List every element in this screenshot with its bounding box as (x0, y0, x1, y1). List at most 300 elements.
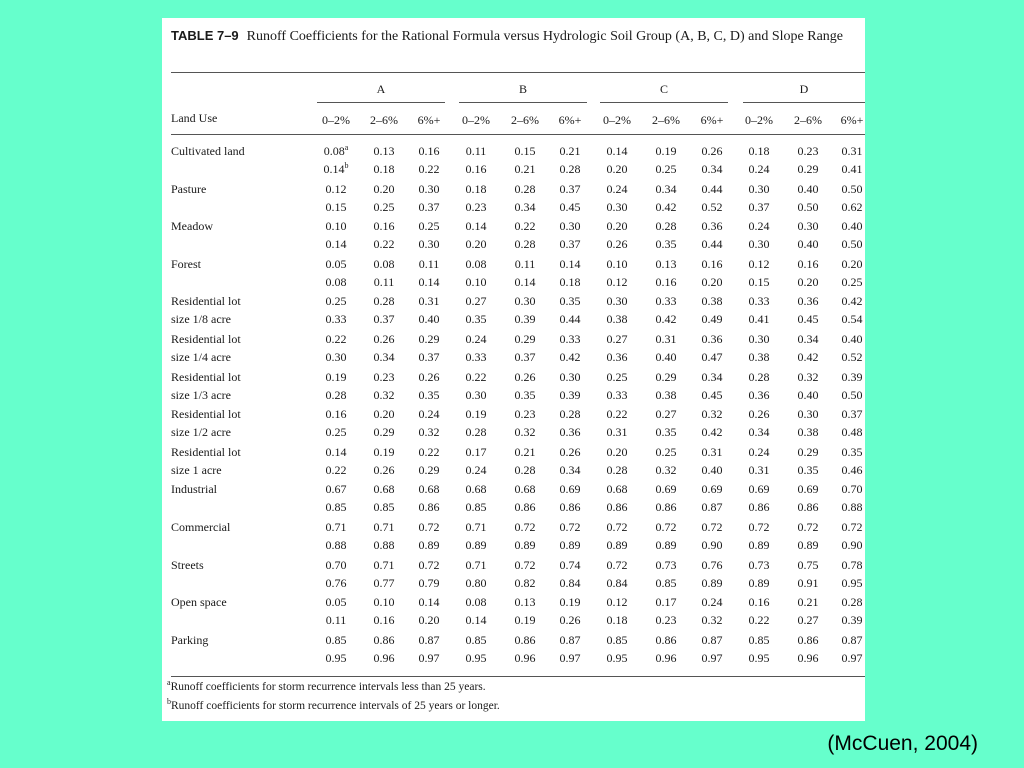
coefficient-cell (550, 217, 590, 235)
coefficient-value: 0.68 (418, 482, 440, 497)
coefficient-cell (456, 386, 496, 404)
coefficient-value: 0.69 (748, 482, 770, 497)
coefficient-value: 0.31 (841, 144, 863, 158)
coefficient-cell (597, 368, 637, 386)
coefficient-value: 0.35 (655, 425, 677, 440)
coefficient-value: 0.19 (514, 613, 536, 628)
coefficient-value: 0.50 (797, 199, 819, 214)
coefficient-cell (409, 310, 449, 328)
coefficient-cell (692, 480, 732, 498)
coefficient-cell (316, 330, 356, 348)
coefficient-cell (409, 631, 449, 649)
coefficient-cell (646, 235, 686, 253)
coefficient-value: 0.28 (514, 462, 536, 477)
coefficient-value: 0.36 (797, 294, 819, 309)
slope-header: 6%+ (417, 113, 441, 127)
coefficient-value: 0.79 (418, 575, 440, 590)
coefficient-value: 0.25 (418, 219, 440, 234)
coefficient-cell (550, 386, 590, 404)
coefficient-cell (505, 330, 545, 348)
coefficient-cell (788, 480, 828, 498)
coefficient-cell (597, 536, 637, 554)
coefficient-cell (409, 480, 449, 498)
coefficient-cell (646, 348, 686, 366)
coefficient-cell (316, 498, 356, 516)
coefficient-cell (550, 556, 590, 574)
coefficient-value: 0.86 (797, 500, 819, 515)
coefficient-cell (692, 574, 732, 592)
coefficient-cell (692, 498, 732, 516)
coefficient-cell (505, 160, 545, 178)
coefficient-cell (505, 536, 545, 554)
coefficient-cell (409, 255, 449, 273)
land-use-label: Industrial (171, 482, 217, 497)
coefficient-cell (788, 142, 828, 160)
coefficient-cell (364, 273, 404, 291)
coefficient-cell (597, 160, 637, 178)
coefficient-value: 0.13 (373, 144, 395, 158)
coefficient-value: 0.35 (559, 294, 581, 309)
coefficient-value: 0.70 (841, 482, 863, 497)
coefficient-value: 0.72 (701, 520, 723, 534)
coefficient-cell (692, 649, 732, 667)
coefficient-value: 0.72 (841, 520, 863, 534)
coefficient-value: 0.89 (418, 538, 440, 552)
coefficient-value: 0.72 (606, 557, 628, 572)
coefficient-cell (832, 292, 872, 310)
coefficient-value: 0.42 (841, 294, 863, 309)
coefficient-cell (646, 518, 686, 536)
coefficient-value: 0.33 (559, 332, 581, 346)
coefficient-value: 0.28 (559, 162, 581, 176)
coefficient-value: 0.21 (797, 595, 819, 610)
coefficient-cell (505, 443, 545, 461)
coefficient-value: 0.41 (841, 162, 863, 176)
coefficient-value: 0.39 (559, 387, 581, 402)
coefficient-value: 0.67 (325, 482, 347, 497)
coefficient-cell (409, 405, 449, 423)
coefficient-value: 0.76 (325, 575, 347, 590)
coefficient-cell (409, 443, 449, 461)
coefficient-value: 0.85 (465, 500, 487, 515)
coefficient-value: 0.86 (655, 632, 677, 647)
coefficient-value: 0.90 (841, 538, 863, 552)
coefficient-cell (409, 574, 449, 592)
coefficient-cell (739, 536, 779, 554)
coefficient-value: 0.28 (748, 369, 770, 384)
coefficient-cell (364, 198, 404, 216)
coefficient-value: 0.30 (606, 294, 628, 309)
coefficient-value: 0.42 (655, 312, 677, 327)
coefficient-cell (646, 180, 686, 198)
coefficient-value: 0.37 (418, 350, 440, 364)
coefficient-value: 0.88 (373, 538, 395, 552)
land-use-label: Meadow (171, 219, 213, 234)
coefficient-cell (832, 310, 872, 328)
coefficient-cell (364, 611, 404, 629)
coefficient-value: 0.45 (559, 199, 581, 214)
coefficient-value: 0.62 (841, 199, 863, 214)
coefficient-cell (832, 368, 872, 386)
coefficient-cell (550, 536, 590, 554)
coefficient-value: 0.86 (418, 500, 440, 515)
coefficient-cell (646, 142, 686, 160)
coefficient-value: 0.25 (655, 162, 677, 176)
coefficient-value: 0.30 (514, 294, 536, 309)
coefficient-value: 0.96 (797, 650, 819, 665)
land-use-label: size 1/2 acre (171, 425, 231, 440)
coefficient-cell (550, 480, 590, 498)
coefficient-cell (364, 348, 404, 366)
coefficient-cell (597, 273, 637, 291)
coefficient-cell (364, 310, 404, 328)
coefficient-cell (456, 368, 496, 386)
coefficient-value: 0.34 (514, 199, 536, 214)
coefficient-cell (692, 631, 732, 649)
coefficient-cell (550, 593, 590, 611)
coefficient-cell (505, 518, 545, 536)
coefficient-cell (739, 593, 779, 611)
coefficient-cell (456, 180, 496, 198)
coefficient-value: 0.10 (373, 595, 395, 610)
coefficient-value: 0.31 (655, 332, 677, 346)
coefficient-cell (550, 611, 590, 629)
soil-group-header: C (659, 82, 668, 96)
coefficient-cell (597, 330, 637, 348)
coefficient-value: 0.90 (701, 538, 723, 552)
coefficient-value: 0.37 (418, 199, 440, 214)
coefficient-value: 0.84 (606, 575, 628, 590)
coefficient-value: 0.47 (701, 350, 723, 364)
coefficient-value: 0.13 (514, 595, 536, 610)
coefficient-cell (409, 461, 449, 479)
coefficient-cell (364, 593, 404, 611)
coefficient-cell (832, 386, 872, 404)
coefficient-value: 0.85 (325, 632, 347, 647)
coefficient-value: 0.29 (514, 332, 536, 346)
coefficient-cell (316, 273, 356, 291)
coefficient-cell (505, 310, 545, 328)
coefficient-cell (316, 423, 356, 441)
land-use-label: Commercial (171, 520, 231, 534)
coefficient-value: 0.72 (655, 520, 677, 534)
coefficient-value: 0.16 (373, 219, 395, 234)
coefficient-value: 0.71 (373, 557, 395, 572)
coefficient-cell (788, 556, 828, 574)
coefficient-value: 0.89 (797, 538, 819, 552)
coefficient-value: 0.37 (559, 237, 581, 252)
coefficient-value: 0.42 (559, 350, 581, 364)
coefficient-cell (456, 480, 496, 498)
coefficient-value: 0.22 (325, 462, 347, 477)
footnote (167, 678, 486, 693)
coefficient-cell (692, 593, 732, 611)
coefficient-cell (505, 198, 545, 216)
coefficient-cell (597, 611, 637, 629)
coefficient-value: 0.91 (797, 575, 819, 590)
coefficient-cell (456, 255, 496, 273)
slope-header: 0–2% (462, 113, 490, 127)
coefficient-value: 0.89 (465, 538, 487, 552)
coefficient-value: 0.30 (559, 219, 581, 234)
coefficient-cell (597, 498, 637, 516)
coefficient-cell (409, 556, 449, 574)
coefficient-cell (550, 160, 590, 178)
coefficient-value: 0.35 (797, 462, 819, 477)
coefficient-cell (456, 518, 496, 536)
coefficient-value: 0.11 (514, 256, 536, 271)
coefficient-value: 0.26 (748, 407, 770, 422)
coefficient-cell (505, 480, 545, 498)
coefficient-value: 0.20 (465, 237, 487, 252)
coefficient-value: 0.31 (418, 294, 440, 309)
coefficient-value: 0.68 (514, 482, 536, 497)
coefficient-cell (646, 330, 686, 348)
land-use-label: Residential lot (171, 369, 241, 384)
coefficient-cell (597, 198, 637, 216)
coefficient-cell (409, 423, 449, 441)
coefficient-value: 0.30 (325, 350, 347, 364)
coefficient-cell (739, 180, 779, 198)
coefficient-cell (832, 198, 872, 216)
coefficient-value: 0.35 (418, 387, 440, 402)
land-use-label: Residential lot (171, 294, 241, 309)
coefficient-cell (409, 292, 449, 310)
coefficient-cell (456, 593, 496, 611)
coefficient-cell (316, 443, 356, 461)
coefficient-value: 0.19 (325, 369, 347, 384)
coefficient-value: 0.24 (748, 162, 770, 176)
coefficient-value: 0.40 (841, 219, 863, 234)
coefficient-cell (364, 292, 404, 310)
coefficient-value: 0.52 (841, 350, 863, 364)
coefficient-cell (597, 423, 637, 441)
coefficient-cell (364, 461, 404, 479)
land-use-label: Open space (171, 595, 227, 610)
coefficient-value: 0.85 (465, 632, 487, 647)
coefficient-cell (646, 649, 686, 667)
coefficient-value: 0.18 (465, 181, 487, 196)
coefficient-cell (832, 556, 872, 574)
bottom-rule (171, 676, 865, 677)
coefficient-value: 0.14 (323, 162, 345, 176)
coefficient-value: 0.32 (701, 613, 723, 628)
coefficient-value: 0.10 (465, 274, 487, 289)
coefficient-cell (550, 498, 590, 516)
coefficient-value: 0.86 (514, 500, 536, 515)
coefficient-value: 0.87 (701, 632, 723, 647)
coefficient-value: 0.35 (465, 312, 487, 327)
coefficient-cell (788, 443, 828, 461)
coefficient-cell (550, 348, 590, 366)
coefficient-value: 0.68 (606, 482, 628, 497)
slope-header: 6%+ (840, 113, 864, 127)
coefficient-value: 0.31 (748, 462, 770, 477)
coefficient-cell (409, 368, 449, 386)
coefficient-cell (646, 198, 686, 216)
coefficient-cell (505, 292, 545, 310)
coefficient-value: 0.24 (465, 332, 487, 346)
coefficient-value: 0.31 (701, 444, 723, 459)
coefficient-cell (692, 461, 732, 479)
coefficient-value: 0.16 (325, 407, 347, 422)
coefficient-cell (788, 405, 828, 423)
coefficient-cell (646, 310, 686, 328)
coefficient-cell (739, 255, 779, 273)
coefficient-value: 0.23 (514, 407, 536, 422)
coefficient-value: 0.86 (748, 500, 770, 515)
coefficient-value: 0.33 (606, 387, 628, 402)
coefficient-cell (832, 518, 872, 536)
coefficient-cell (456, 217, 496, 235)
coefficient-cell (316, 461, 356, 479)
coefficient-cell (832, 480, 872, 498)
coefficient-value: 0.24 (701, 595, 723, 610)
coefficient-value: 0.22 (514, 219, 536, 234)
table-caption: Runoff Coefficients for the Rational Formula versus Hydrologic Soil Group (A, B, C, D) and Slope Range (246, 29, 844, 44)
coefficient-value: 0.26 (606, 237, 628, 252)
coefficient-value: 0.28 (606, 462, 628, 477)
footnote-mark: b (344, 161, 349, 170)
coefficient-value: 0.28 (373, 294, 395, 309)
coefficient-value: 0.25 (606, 369, 628, 384)
coefficient-cell (364, 423, 404, 441)
coefficient-cell (739, 292, 779, 310)
coefficient-cell (456, 198, 496, 216)
coefficient-value: 0.33 (465, 350, 487, 364)
coefficient-cell (316, 611, 356, 629)
coefficient-cell (646, 498, 686, 516)
coefficient-value: 0.87 (418, 632, 440, 647)
coefficient-value: 0.12 (748, 256, 770, 271)
coefficient-value: 0.10 (325, 219, 347, 234)
coefficient-value: 0.96 (655, 650, 677, 665)
coefficient-value: 0.19 (559, 595, 581, 610)
coefficient-cell (692, 198, 732, 216)
coefficient-cell (316, 536, 356, 554)
coefficient-cell (550, 180, 590, 198)
soil-group-rule (317, 102, 445, 103)
coefficient-cell (692, 142, 732, 160)
coefficient-cell (456, 536, 496, 554)
coefficient-value: 0.29 (655, 369, 677, 384)
coefficient-value: 0.14 (559, 256, 581, 271)
coefficient-value: 0.27 (655, 407, 677, 422)
coefficient-value: 0.18 (373, 162, 395, 176)
coefficient-cell (739, 461, 779, 479)
coefficient-value: 0.87 (701, 500, 723, 515)
coefficient-cell (597, 235, 637, 253)
coefficient-cell (550, 443, 590, 461)
coefficient-cell (788, 649, 828, 667)
coefficient-value: 0.30 (797, 407, 819, 422)
coefficient-value: 0.16 (418, 144, 440, 158)
coefficient-cell (505, 217, 545, 235)
coefficient-value: 0.39 (841, 613, 863, 628)
coefficient-cell (739, 480, 779, 498)
coefficient-cell (832, 160, 872, 178)
land-use-label: Residential lot (171, 332, 241, 346)
coefficient-value: 0.23 (655, 613, 677, 628)
coefficient-value: 0.28 (514, 237, 536, 252)
coefficient-value: 0.32 (655, 462, 677, 477)
coefficient-cell (739, 556, 779, 574)
land-use-label: size 1/3 acre (171, 387, 231, 402)
coefficient-value: 0.71 (465, 520, 487, 534)
coefficient-cell (316, 198, 356, 216)
coefficient-cell (646, 255, 686, 273)
coefficient-value: 0.71 (465, 557, 487, 572)
coefficient-cell (646, 217, 686, 235)
coefficient-cell (456, 142, 496, 160)
coefficient-value: 0.34 (748, 425, 770, 440)
coefficient-value: 0.16 (797, 256, 819, 271)
coefficient-cell (597, 649, 637, 667)
footnote-text: Runoff coefficients for storm recurrence intervals less than 25 years. (170, 681, 486, 693)
coefficient-value: 0.36 (701, 332, 723, 346)
coefficient-value: 0.84 (559, 575, 581, 590)
coefficient-cell (739, 348, 779, 366)
slope-header: 6%+ (700, 113, 724, 127)
coefficient-cell (597, 556, 637, 574)
coefficient-value: 0.32 (797, 369, 819, 384)
coefficient-cell (646, 160, 686, 178)
coefficient-value: 0.15 (514, 144, 536, 158)
coefficient-cell (505, 649, 545, 667)
footnote-text: Runoff coefficients for storm recurrence intervals of 25 years or longer. (171, 700, 500, 712)
coefficient-value: 0.26 (559, 613, 581, 628)
coefficient-cell (597, 405, 637, 423)
coefficient-cell (316, 649, 356, 667)
coefficient-value: 0.20 (841, 256, 863, 271)
coefficient-cell (646, 405, 686, 423)
coefficient-value: 0.34 (701, 369, 723, 384)
coefficient-value: 0.18 (606, 613, 628, 628)
coefficient-cell (788, 574, 828, 592)
coefficient-value: 0.45 (797, 312, 819, 327)
coefficient-cell (739, 443, 779, 461)
coefficient-value: 0.40 (655, 350, 677, 364)
coefficient-value: 0.16 (373, 613, 395, 628)
coefficient-value: 0.80 (465, 575, 487, 590)
coefficient-cell (832, 423, 872, 441)
coefficient-cell (316, 574, 356, 592)
coefficient-cell (364, 498, 404, 516)
coefficient-cell (597, 443, 637, 461)
coefficient-value: 0.29 (373, 425, 395, 440)
coefficient-cell (409, 235, 449, 253)
coefficient-value: 0.14 (606, 144, 628, 158)
coefficient-value: 0.08 (373, 256, 395, 271)
land-use-label: Pasture (171, 181, 207, 196)
coefficient-cell (832, 649, 872, 667)
coefficient-cell (505, 631, 545, 649)
coefficient-value: 0.37 (373, 312, 395, 327)
coefficient-value: 0.14 (514, 274, 536, 289)
coefficient-cell (739, 142, 779, 160)
coefficient-value: 0.49 (701, 312, 723, 327)
coefficient-value: 0.14 (418, 274, 440, 289)
soil-group-rule (459, 102, 587, 103)
coefficient-cell (364, 386, 404, 404)
coefficient-value: 0.37 (841, 407, 863, 422)
coefficient-cell (505, 593, 545, 611)
coefficient-cell (739, 368, 779, 386)
coefficient-value: 0.26 (701, 144, 723, 158)
coefficient-cell (456, 631, 496, 649)
coefficient-value: 0.20 (373, 407, 395, 422)
coefficient-value: 0.08 (325, 274, 347, 289)
